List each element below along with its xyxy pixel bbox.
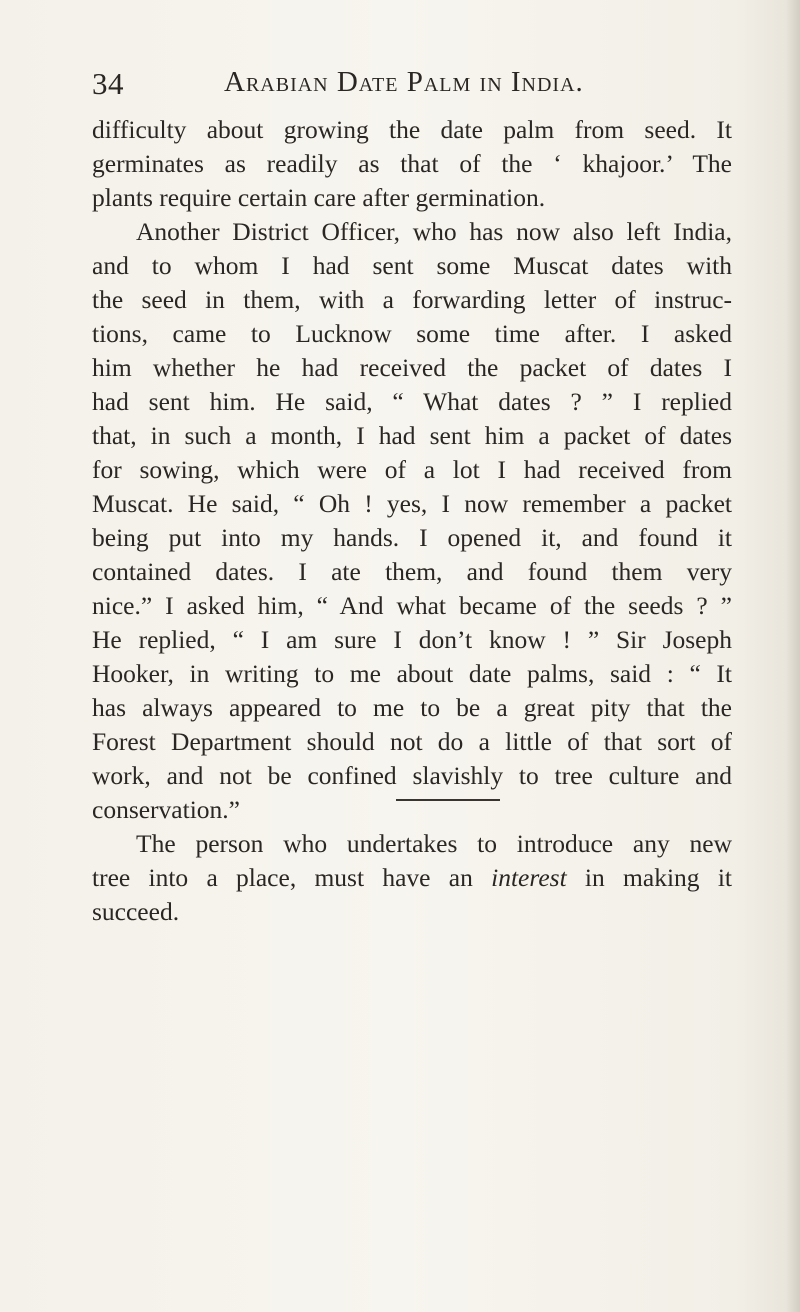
text-line: difficulty about growing the date palm from seed. It [92,115,732,144]
text-line: work, and not be confined slavishly to tree culture and [92,761,732,790]
page-number: 34 [92,66,124,101]
text-line: Forest Department should not do a little of that sort of [92,727,732,756]
end-of-section-rule [396,799,500,801]
text-line: him whether he had received the packet of dates I [92,353,732,382]
body-text [92,113,732,929]
text-line: germinates as readily as that of the ‘ khajoor.’ The [92,149,732,178]
text-line: He replied, “ I am sure I don’t know ! ” Sir Joseph [92,625,732,654]
text-line: plants require certain care after germination. [92,183,546,212]
text-line: Hooker, in writing to me about date palms, said : “ It [92,659,732,688]
text-line: conservation.” [92,795,240,824]
text-line: The person who undertakes to introduce any new [136,829,732,858]
text-line: Another District Officer, who has now also left India, [136,217,732,246]
emphasized-word: interest [491,863,567,892]
text-line: the seed in them, with a forwarding letter of instruc- [92,285,732,314]
text-line: contained dates. I ate them, and found them very [92,557,732,586]
text-line: tree into a place, must have an interest in making it [92,863,732,892]
running-head: Arabian Date Palm in India. [224,66,584,98]
text-line: nice.” I asked him, “ And what became of the seeds ? ” [92,591,732,620]
page-header [92,60,732,110]
text-line: that, in such a month, I had sent him a packet of dates [92,421,732,450]
text-line: had sent him. He said, “ What dates ? ” I replied [92,387,732,416]
text-line: tions, came to Lucknow some time after. I asked [92,319,732,348]
text-line: and to whom I had sent some Muscat dates with [92,251,732,280]
text-line: being put into my hands. I opened it, and found it [92,523,732,552]
text-line: for sowing, which were of a lot I had received from [92,455,732,484]
page-edge-shadow [786,0,800,1312]
text-line: succeed. [92,897,180,926]
text-line: has always appeared to me to be a great pity that the [92,693,732,722]
text-line: Muscat. He said, “ Oh ! yes, I now remember a packet [92,489,732,518]
